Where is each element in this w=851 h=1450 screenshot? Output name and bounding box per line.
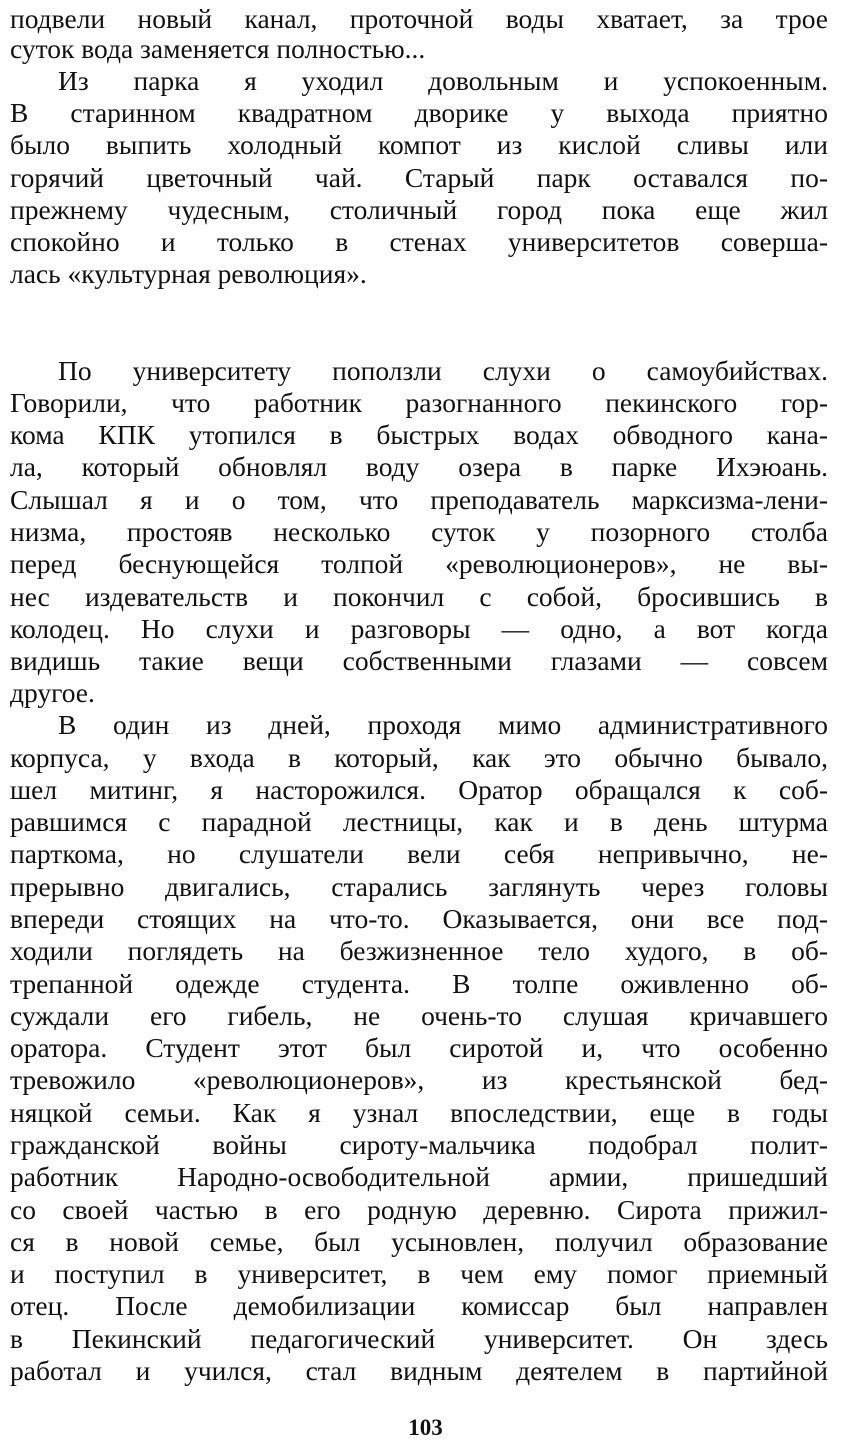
- text-line: лась «культурная революция».: [10, 258, 367, 289]
- text-line: видишь такие вещи собственными глазами — совсем: [10, 645, 828, 676]
- text-line: оратора. Студент этот был сиротой и, что особенно: [10, 1032, 828, 1063]
- text-line: работал и учился, стал видным деятелем в партийной: [10, 1355, 828, 1386]
- text-line: прерывно двигались, старались заглянуть через головы: [10, 871, 828, 902]
- text-line: низма, простояв несколько суток у позорного столба: [10, 516, 828, 547]
- text-line: суток вода заменяется полностью...: [10, 33, 426, 64]
- text-line: гражданской войны сироту-мальчика подобрал полит-: [10, 1129, 828, 1160]
- text-line: спокойно и только в стенах университетов соверша-: [10, 226, 828, 257]
- text-line: Говорили, что работник разогнанного пекинского гор-: [10, 387, 828, 418]
- page-number: 103: [408, 1415, 443, 1440]
- paragraph-start: Из парка я уходил довольным и успокоенным.: [58, 65, 828, 96]
- text-line: ла, который обновлял воду озера в парке Ихэюань.: [10, 451, 828, 482]
- text-line: со своей частью в его родную деревню. Сирота прижил-: [10, 1194, 828, 1225]
- text-line: тревожило «революционеров», из крестьянской бед-: [10, 1064, 828, 1095]
- text-line: равшимся с парадной лестницы, как и в день штурма: [10, 806, 828, 837]
- text-line: отец. После демобилизации комиссар был направлен: [10, 1290, 828, 1321]
- text-line: шел митинг, я насторожился. Оратор обращался к соб-: [10, 774, 828, 805]
- paragraph-start: По университету поползли слухи о самоубийствах.: [58, 355, 828, 386]
- text-line: В старинном квадратном дворике у выхода приятно: [10, 97, 828, 128]
- text-line: было выпить холодный компот из кислой сливы или: [10, 129, 828, 160]
- text-line: суждали его гибель, не очень-то слушая кричавшего: [10, 1000, 828, 1031]
- text-line: трепанной одежде студента. В толпе оживленно об-: [10, 968, 828, 999]
- text-line: парткома, но слушатели вели себя непривычно, не-: [10, 838, 828, 869]
- text-line: ходили поглядеть на безжизненное тело худого, в об-: [10, 935, 828, 966]
- paragraph-start: В один из дней, проходя мимо административного: [58, 709, 828, 740]
- text-line: кома КПК утопился в быстрых водах обводного кана-: [10, 419, 828, 450]
- text-line: впереди стоящих на что-то. Оказывается, они все под-: [10, 903, 828, 934]
- text-line: колодец. Но слухи и разговоры — одно, а вот когда: [10, 613, 828, 644]
- text-line: перед беснующейся толпой «революционеров», не вы-: [10, 548, 828, 579]
- text-line: корпуса, у входа в который, как это обычно бывало,: [10, 742, 828, 773]
- text-line: нес издевательств и покончил с собой, бросившись в: [10, 581, 828, 612]
- text-line: работник Народно-освободительной армии, пришедший: [10, 1161, 828, 1192]
- text-line: Слышал я и о том, что преподаватель марксизма-лени-: [10, 484, 828, 515]
- text-line: подвели новый канал, проточной воды хватает, за трое: [10, 3, 828, 34]
- book-page: [10, 0, 828, 1450]
- text-line: прежнему чудесным, столичный город пока еще жил: [10, 194, 828, 225]
- text-line: няцкой семьи. Как я узнал впоследствии, еще в годы: [10, 1097, 828, 1128]
- text-line: другое.: [10, 677, 95, 708]
- text-line: ся в новой семье, был усыновлен, получил образование: [10, 1226, 828, 1257]
- text-line: и поступил в университет, в чем ему помог приемный: [10, 1258, 828, 1289]
- text-line: в Пекинский педагогический университет. Он здесь: [10, 1323, 828, 1354]
- text-line: горячий цветочный чай. Старый парк оставался по-: [10, 162, 828, 193]
